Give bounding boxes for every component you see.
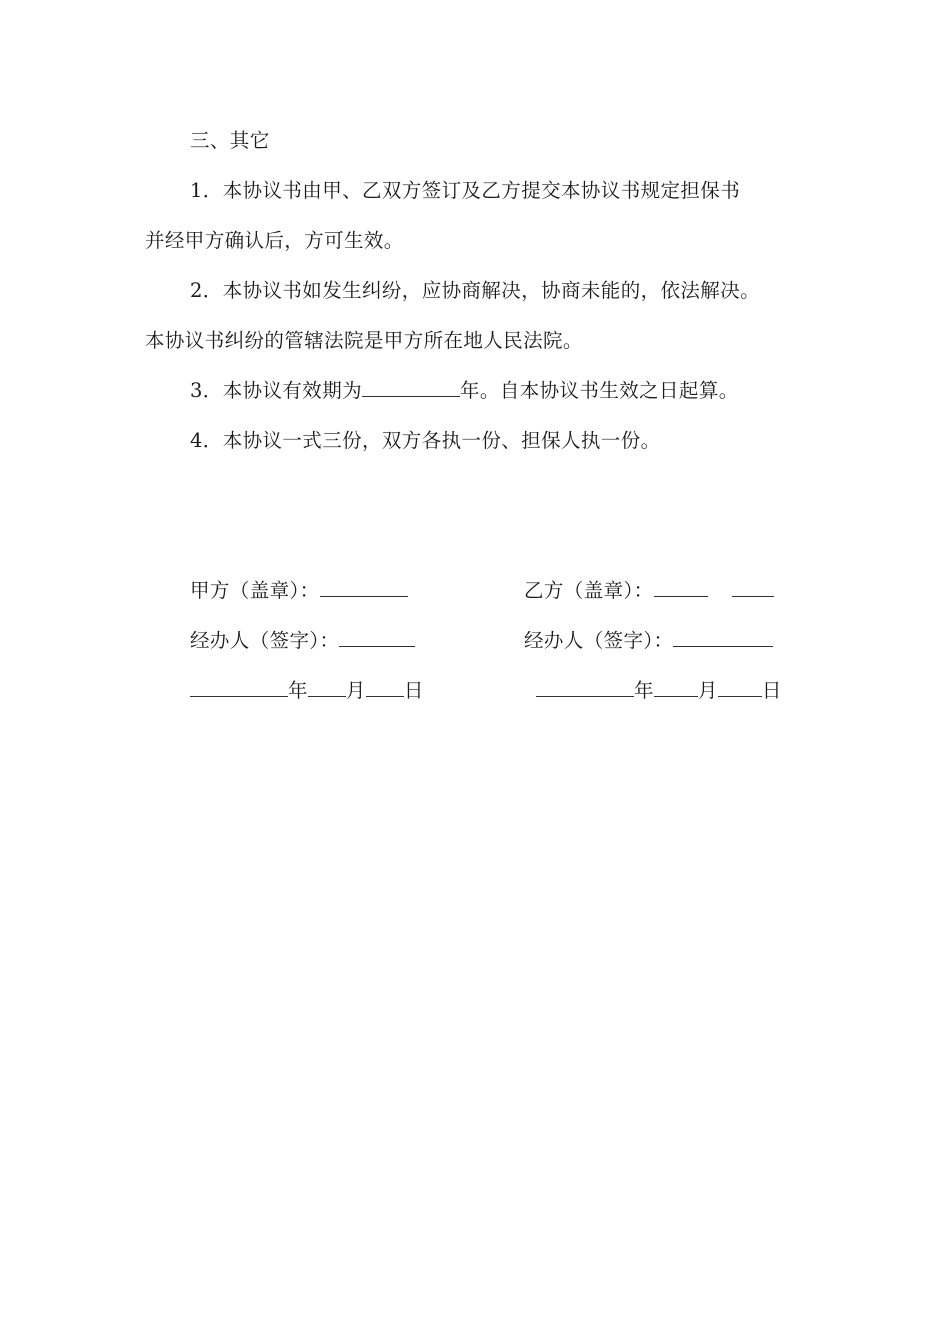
party-a-day-blank[interactable] [366,678,404,697]
party-a-agent-row [190,628,415,654]
party-a-year-label: 年 [288,679,308,702]
party-a-day-label: 日 [403,679,424,702]
party-b-seal-blank-2[interactable] [732,578,774,597]
clause-3-before: 3．本协议有效期为 [190,379,363,402]
party-b-day-blank[interactable] [718,678,762,697]
party-b-day-label: 日 [761,679,782,702]
validity-years-blank[interactable] [362,378,460,397]
clause-3-after: 年。自本协议书生效之日起算。 [460,379,739,402]
party-b-agent-label: 经办人（签字）： [524,629,674,652]
party-b-year-blank[interactable] [536,678,634,697]
clause-2-line-1: 2．本协议书如发生纠纷，应协商解决，协商未能的，依法解决。 [190,279,761,302]
party-b-seal-row [524,578,774,604]
clause-2-line-2: 本协议书纠纷的管辖法院是甲方所在地人民法院。 [145,329,583,352]
clause-1-line-2: 并经甲方确认后，方可生效。 [145,229,404,252]
party-b-seal-label: 乙方（盖章）： [524,579,654,602]
party-a-month-blank[interactable] [308,678,346,697]
party-b-month-label: 月 [697,679,718,702]
party-b-month-blank[interactable] [654,678,698,697]
party-a-date-row [190,678,424,704]
clause-3 [190,378,739,404]
party-a-agent-label: 经办人（签字）： [190,629,340,652]
party-a-seal-row [190,578,408,604]
section-heading: 三、其它 [190,129,270,152]
clause-4: 4．本协议一式三份，双方各执一份、担保人执一份。 [190,429,661,452]
party-b-agent-row [524,628,773,654]
party-b-date-row [536,678,782,704]
party-b-year-label: 年 [634,679,654,702]
party-a-year-blank[interactable] [190,678,288,697]
party-b-agent-blank[interactable] [673,628,773,647]
party-a-seal-blank[interactable] [320,578,408,597]
party-a-month-label: 月 [345,679,366,702]
party-a-seal-label: 甲方（盖章）： [190,579,320,602]
party-b-seal-blank-1[interactable] [654,578,708,597]
party-a-agent-blank[interactable] [339,628,415,647]
clause-1-line-1: 1．本协议书由甲、乙双方签订及乙方提交本协议书规定担保书 [190,179,741,202]
